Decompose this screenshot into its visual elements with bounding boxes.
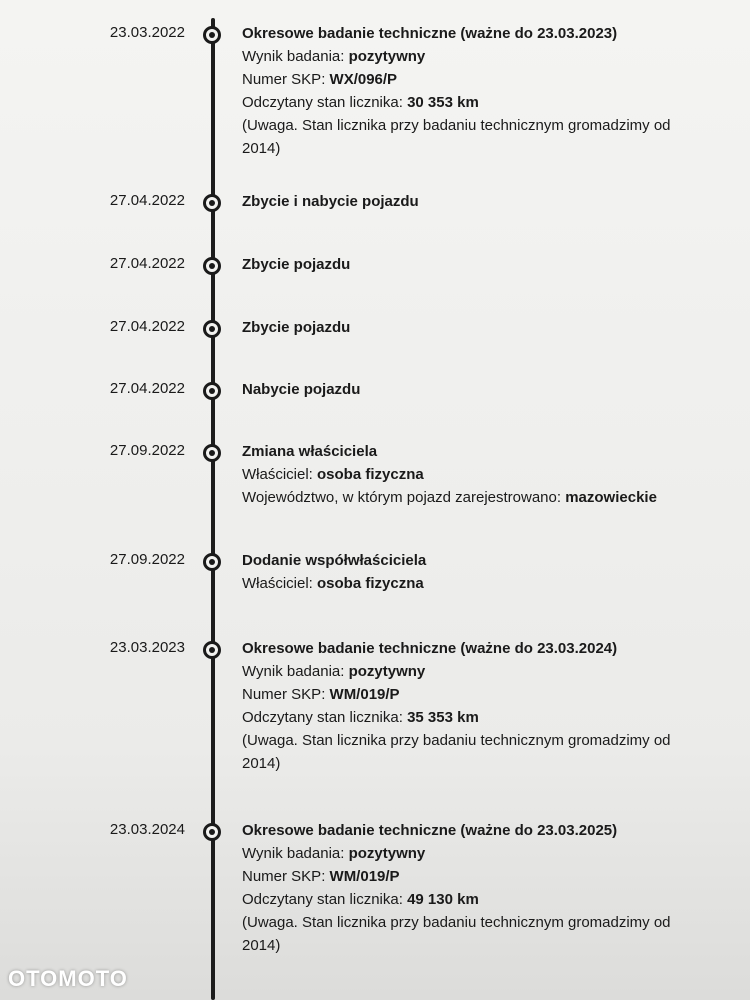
timeline-dot-icon [203, 823, 221, 841]
event-date: 23.03.2024 [109, 821, 185, 838]
event-content [242, 440, 712, 509]
event-content [242, 378, 712, 401]
detail-value: pozytywny [348, 663, 426, 680]
timeline-dot-icon [203, 444, 221, 462]
event-detail-line [242, 683, 712, 706]
event-title: Zbycie pojazdu [242, 256, 351, 273]
detail-label: (Uwaga. Stan licznika przy badaniu technicznym gromadzimy od 2014) [242, 732, 671, 772]
event-title: Nabycie pojazdu [242, 381, 361, 398]
timeline-dot-icon [203, 194, 221, 212]
detail-label: Wynik badania: [242, 48, 349, 65]
event-detail-line [242, 865, 712, 888]
detail-label: Właściciel: [242, 466, 318, 483]
timeline-dot-icon [203, 382, 221, 400]
event-detail-line [242, 729, 712, 775]
event-title: Okresowe badanie techniczne (ważne do 23.03.2024) [242, 640, 618, 657]
event-detail-line [242, 660, 712, 683]
detail-value: 49 130 km [407, 891, 479, 908]
event-date: 27.04.2022 [109, 192, 185, 209]
detail-label: (Uwaga. Stan licznika przy badaniu technicznym gromadzimy od 2014) [242, 117, 671, 157]
detail-value: WX/096/P [329, 71, 398, 88]
event-title: Okresowe badanie techniczne (ważne do 23.03.2025) [242, 822, 618, 839]
event-detail-line [242, 842, 712, 865]
event-title: Dodanie współwłaściciela [242, 552, 427, 569]
timeline-line [211, 18, 215, 1000]
event-date: 27.04.2022 [109, 255, 185, 272]
detail-value: WM/019/P [329, 686, 400, 703]
event-content [242, 190, 712, 213]
detail-value: pozytywny [348, 845, 426, 862]
detail-label: Województwo, w którym pojazd zarejestrowano: [242, 489, 566, 506]
event-date: 27.09.2022 [109, 551, 185, 568]
timeline-dot-icon [203, 257, 221, 275]
detail-label: Numer SKP: [242, 686, 330, 703]
event-title: Okresowe badanie techniczne (ważne do 23.03.2023) [242, 25, 618, 42]
timeline-dot-icon [203, 320, 221, 338]
detail-label: Wynik badania: [242, 663, 349, 680]
event-title: Zbycie i nabycie pojazdu [242, 193, 419, 210]
event-detail-line [242, 706, 712, 729]
detail-value: osoba fizyczna [317, 466, 424, 483]
detail-label: Numer SKP: [242, 868, 330, 885]
event-content [242, 549, 712, 595]
detail-label: Odczytany stan licznika: [242, 709, 408, 726]
event-detail-line [242, 911, 712, 957]
event-detail-line [242, 91, 712, 114]
detail-label: Właściciel: [242, 575, 318, 592]
detail-value: 35 353 km [407, 709, 479, 726]
event-content [242, 316, 712, 339]
detail-value: mazowieckie [565, 489, 657, 506]
event-date: 27.04.2022 [109, 380, 185, 397]
event-title: Zbycie pojazdu [242, 319, 351, 336]
otomoto-watermark: OTOMOTO [8, 966, 128, 991]
detail-label: Wynik badania: [242, 845, 349, 862]
event-date: 23.03.2023 [109, 639, 185, 656]
event-detail-line [242, 114, 712, 160]
event-detail-line [242, 463, 712, 486]
event-detail-line [242, 486, 712, 509]
timeline-dot-icon [203, 553, 221, 571]
detail-value: osoba fizyczna [317, 575, 424, 592]
detail-label: Numer SKP: [242, 71, 330, 88]
event-date: 23.03.2022 [109, 24, 185, 41]
detail-label: Odczytany stan licznika: [242, 891, 408, 908]
event-content [242, 637, 712, 775]
detail-label: Odczytany stan licznika: [242, 94, 408, 111]
event-title: Zmiana właściciela [242, 443, 378, 460]
detail-value: 30 353 km [407, 94, 479, 111]
event-detail-line [242, 68, 712, 91]
event-date: 27.09.2022 [109, 442, 185, 459]
event-detail-line [242, 45, 712, 68]
event-detail-line [242, 888, 712, 911]
detail-value: WM/019/P [329, 868, 400, 885]
event-content [242, 819, 712, 957]
timeline-dot-icon [203, 641, 221, 659]
event-date: 27.04.2022 [109, 318, 185, 335]
timeline-dot-icon [203, 26, 221, 44]
event-content [242, 22, 712, 160]
detail-value: pozytywny [348, 48, 426, 65]
event-content [242, 253, 712, 276]
event-detail-line [242, 572, 712, 595]
detail-label: (Uwaga. Stan licznika przy badaniu technicznym gromadzimy od 2014) [242, 914, 671, 954]
